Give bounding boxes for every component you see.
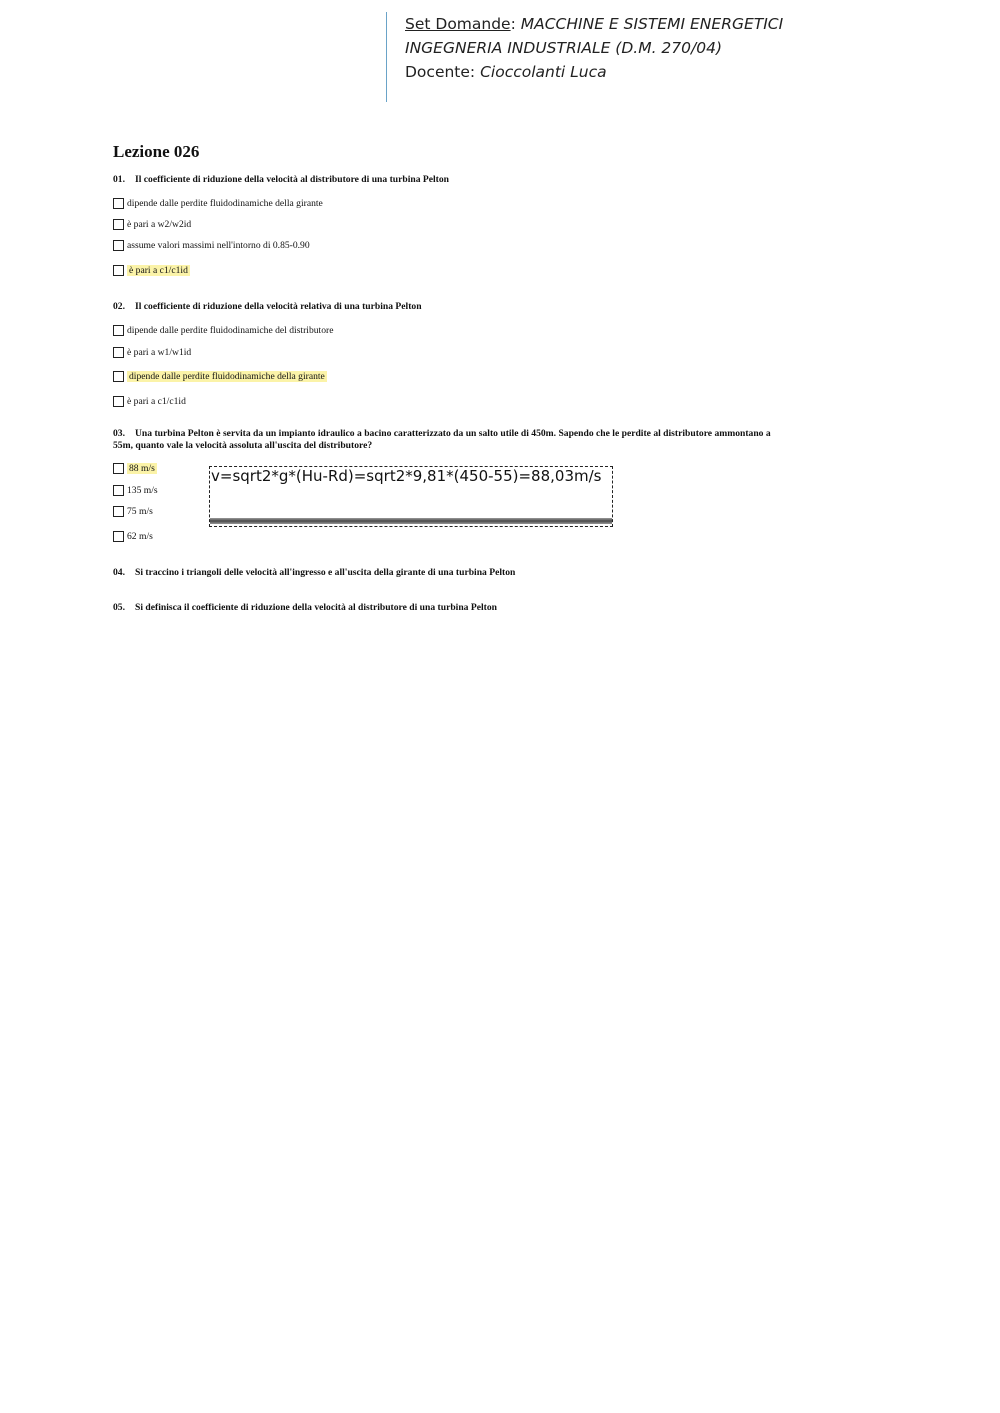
checkbox[interactable] (113, 531, 124, 542)
question-text-line1: Una turbina Pelton è servita da un impianto idraulico a bacino caratterizzato da un salto utile di 450m. Sapendo che le perdite al distributore ammontano a (135, 428, 771, 439)
option-correct[interactable] (113, 461, 157, 475)
option-correct[interactable] (113, 369, 327, 383)
checkbox[interactable] (113, 485, 124, 496)
option-label: assume valori massimi nell'intorno di 0.85-0.90 (127, 239, 310, 251)
option-label-highlighted: dipende dalle perdite fluidodinamiche della girante (129, 370, 325, 382)
set-separator: : (510, 15, 521, 33)
course-name: MACCHINE E SISTEMI ENERGETICI (520, 15, 784, 33)
question-04 (113, 567, 515, 579)
option-label: è pari a c1/c1id (127, 395, 186, 407)
option[interactable] (113, 345, 191, 359)
option[interactable] (113, 394, 186, 408)
question-number: 01. (113, 174, 125, 185)
scrollbar[interactable] (210, 518, 612, 524)
question-number: 03. (113, 428, 125, 439)
option[interactable] (113, 238, 310, 252)
checkbox[interactable] (113, 463, 124, 474)
question-number: 02. (113, 301, 125, 312)
question-02 (113, 301, 422, 313)
option[interactable] (113, 217, 191, 231)
option-label: è pari a w2/w2id (127, 218, 192, 230)
teacher-name: Cioccolanti Luca (480, 63, 607, 81)
teacher-label: Docente: (405, 63, 481, 81)
checkbox[interactable] (113, 371, 124, 382)
checkbox[interactable] (113, 506, 124, 517)
lesson-title: Lezione 026 (113, 142, 200, 161)
checkbox[interactable] (113, 198, 124, 209)
teacher-line (405, 60, 783, 84)
option[interactable] (113, 529, 153, 543)
option-label: 75 m/s (127, 505, 153, 517)
option-label-highlighted: 88 m/s (129, 462, 155, 474)
option-label: 62 m/s (127, 530, 153, 542)
answer-note-text: v=sqrt2*g*(Hu-Rd)=sqrt2*9,81*(450-55)=88,03m/s (211, 467, 602, 485)
checkbox[interactable] (113, 240, 124, 251)
question-text: Il coefficiente di riduzione della velocità al distributore di una turbina Pelton (135, 174, 450, 185)
checkbox[interactable] (113, 347, 124, 358)
option-label: 135 m/s (127, 484, 158, 496)
answer-note-field[interactable] (209, 466, 613, 527)
option[interactable] (113, 483, 158, 497)
option[interactable] (113, 504, 153, 518)
question-text: Si definisca il coefficiente di riduzione della velocità al distributore di una turbina Pelton (135, 602, 497, 613)
set-label: Set Domande (405, 15, 511, 33)
question-number: 05. (113, 602, 125, 613)
question-number: 04. (113, 567, 125, 578)
option[interactable] (113, 323, 333, 337)
document-header (386, 12, 783, 102)
option-correct[interactable] (113, 263, 190, 277)
question-text: Il coefficiente di riduzione della velocità relativa di una turbina Pelton (135, 301, 422, 312)
checkbox[interactable] (113, 396, 124, 407)
question-01 (113, 174, 449, 186)
checkbox[interactable] (113, 219, 124, 230)
option-label: è pari a w1/w1id (127, 346, 192, 358)
question-text: Si traccino i triangoli delle velocità all'ingresso e all'uscita della girante di una turbina Pelton (135, 567, 516, 578)
set-line (405, 12, 783, 36)
question-05 (113, 602, 497, 614)
question-03 (113, 428, 771, 451)
option-label: dipende dalle perdite fluidodinamiche della girante (127, 197, 323, 209)
question-text-line2: 55m, quanto vale la velocità assoluta all'uscita del distributore? (113, 439, 373, 451)
option[interactable] (113, 196, 323, 210)
checkbox[interactable] (113, 325, 124, 336)
degree-name: INGEGNERIA INDUSTRIALE (D.M. 270/04) (405, 39, 723, 57)
checkbox[interactable] (113, 265, 124, 276)
option-label: dipende dalle perdite fluidodinamiche del distributore (127, 324, 334, 336)
degree-line (405, 36, 783, 60)
option-label-highlighted: è pari a c1/c1id (129, 264, 188, 276)
